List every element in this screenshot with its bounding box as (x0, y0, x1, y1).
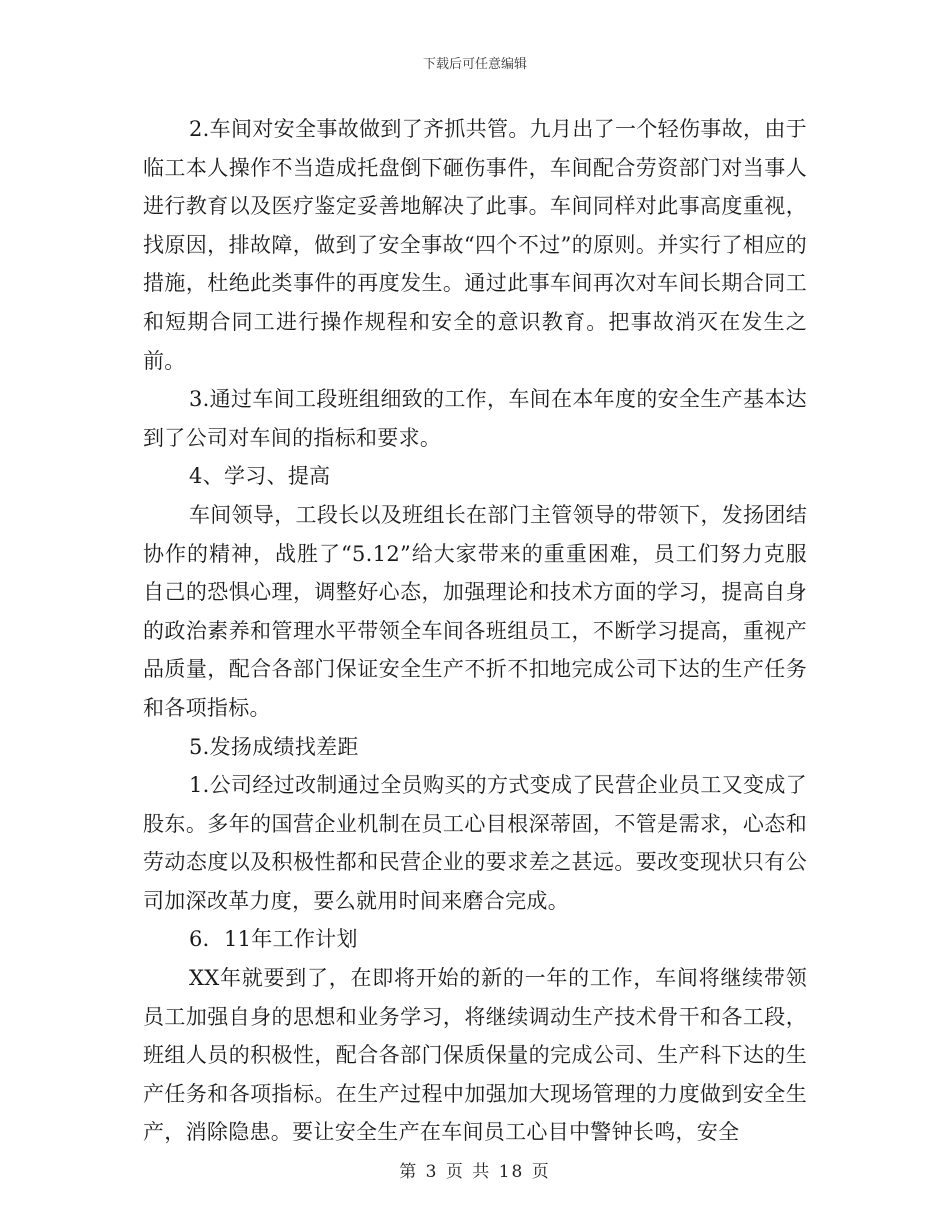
heading-study-improve: 4、学习、提高 (189, 464, 331, 489)
paragraph-study-improve: 车间领导，工段长以及班组长在部门主管领导的带领下，发扬团结协作的精神，战胜了“5.12”给大家带来的重重困难，员工们努力克服自己的恐惧心理，调整好心态，加强理论和技术方面的学习，提高自身的政治素养和管理水平带领全车间各班组员工，不断学习提高，重视产品质量，配合各部门保证安全生产不折不扣地完成公司下达的生产任务和各项指标。 (143, 502, 807, 720)
heading-achievements-gaps: 5.发扬成绩找差距 (189, 734, 359, 759)
page-header: 下载后可任意编辑 (422, 57, 527, 72)
paragraph-safety-accident: 2.车间对安全事故做到了齐抓共管。九月出了一个轻伤事故，由于临工本人操作不当造成托盘倒下砸伤事件，车间配合劳资部门对当事人进行教育以及医疗鉴定妥善地解决了此事。车间同样对此事高度重视，找原因，排故障，做到了安全事故“四个不过”的原则。并实行了相应的措施，杜绝此类事件的再度发生。通过此事车间再次对车间长期合同工和短期合同工进行操作规程和安全的意识教育。把事故消灭在发生之前。 (143, 117, 807, 373)
page-number: 第 3 页 共 18 页 (399, 1162, 551, 1182)
document-body (143, 110, 807, 1152)
paragraph-safety-target: 3.通过车间工段班组细致的工作，车间在本年度的安全生产基本达到了公司对车间的指标和要求。 (143, 387, 807, 450)
heading-work-plan: 6．11年工作计划 (189, 927, 358, 952)
paragraph-reform: 1.公司经过改制通过全员购买的方式变成了民营企业员工又变成了股东。多年的国营企业机制在员工心目根深蒂固，不管是需求，心态和劳动态度以及积极性都和民营企业的要求差之甚远。要改变现状只有公司加深改革力度，要么就用时间来磨合完成。 (143, 773, 807, 913)
paragraph-work-plan: XX年就要到了，在即将开始的新的一年的工作，车间将继续带领员工加强自身的思想和业务学习，将继续调动生产技术骨干和各工段，班组人员的积极性，配合各部门保质保量的完成公司、生产科下达的生产任务和各项指标。在生产过程中加强加大现场管理的力度做到安全生产，消除隐患。要让安全生产在车间员工心目中警钟长鸣，安全 (143, 966, 807, 1145)
